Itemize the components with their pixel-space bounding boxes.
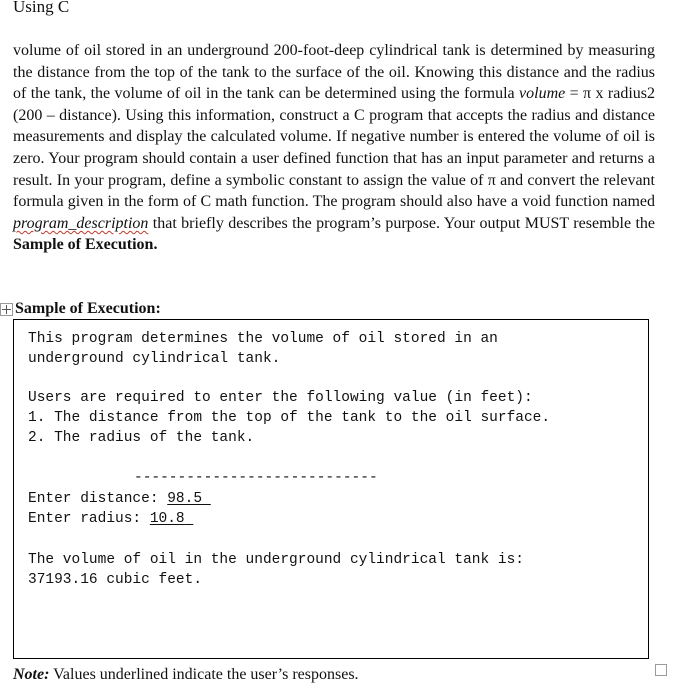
problem-description xyxy=(13,40,655,256)
distance-input-line xyxy=(28,489,211,509)
formula-variable: volume xyxy=(519,85,566,103)
table-resize-handle[interactable] xyxy=(655,664,667,676)
paragraph-text-part2: that briefly describes the program’s purpose. Your output MUST resemble the xyxy=(148,214,655,232)
output-line-step-2: 2. The radius of the tank. xyxy=(28,430,255,446)
table-move-handle-icon[interactable] xyxy=(0,303,13,316)
result-line-1: The volume of oil in the underground cylindrical tank is: xyxy=(28,552,524,568)
radius-prompt: Enter radius: xyxy=(28,511,150,527)
distance-underline-tail xyxy=(202,491,211,507)
function-name-spellcheck: program_description xyxy=(13,214,149,232)
paragraph-text-part1: volume of oil stored in an underground 200-foot-deep cylindrical tank is determined by measuring the distance from the top of the tank to the surface of the oil. Knowing this distance and the radius of the tank, the volume of oil in the tank can be determined using the formula xyxy=(13,42,655,103)
distance-user-value: 98.5 xyxy=(167,491,203,507)
sample-reference: Sample of Execution. xyxy=(13,236,158,254)
note-label: Note: xyxy=(13,666,50,683)
sample-execution-box xyxy=(13,319,649,659)
distance-prompt: Enter distance: xyxy=(28,491,168,507)
output-line-intro-2: underground cylindrical tank. xyxy=(28,351,281,367)
radius-underline-tail xyxy=(185,511,194,527)
formula-text: = π x radius2 (200 – distance). Using this information, construct a C program that accepts the radius and distance measurements and display the calculated volume. If negative number is entered the volume of oil is zero. Your program should contain a user defined function that has an input parameter and returns a result. In your program, define a symbolic constant to assign the value of π and convert the relevant formula given in the form of C math function. The program should also have a void function named xyxy=(13,85,655,211)
sample-heading xyxy=(0,299,161,319)
result-line-2: 37193.16 cubic feet. xyxy=(28,572,203,588)
output-line-step-1: 1. The distance from the top of the tank to the oil surface. xyxy=(28,410,551,426)
output-separator: ---------------------------- xyxy=(134,470,378,486)
sample-heading-text: Sample of Execution: xyxy=(15,300,161,317)
note-text: Values underlined indicate the user’s responses. xyxy=(49,666,359,683)
note xyxy=(13,665,359,685)
output-line-instructions: Users are required to enter the following value (in feet): xyxy=(28,390,533,406)
document-heading: Using C xyxy=(13,0,70,16)
radius-input-line xyxy=(28,509,193,529)
output-line-intro-1: This program determines the volume of oil stored in an xyxy=(28,331,498,347)
radius-user-value: 10.8 xyxy=(149,511,185,527)
